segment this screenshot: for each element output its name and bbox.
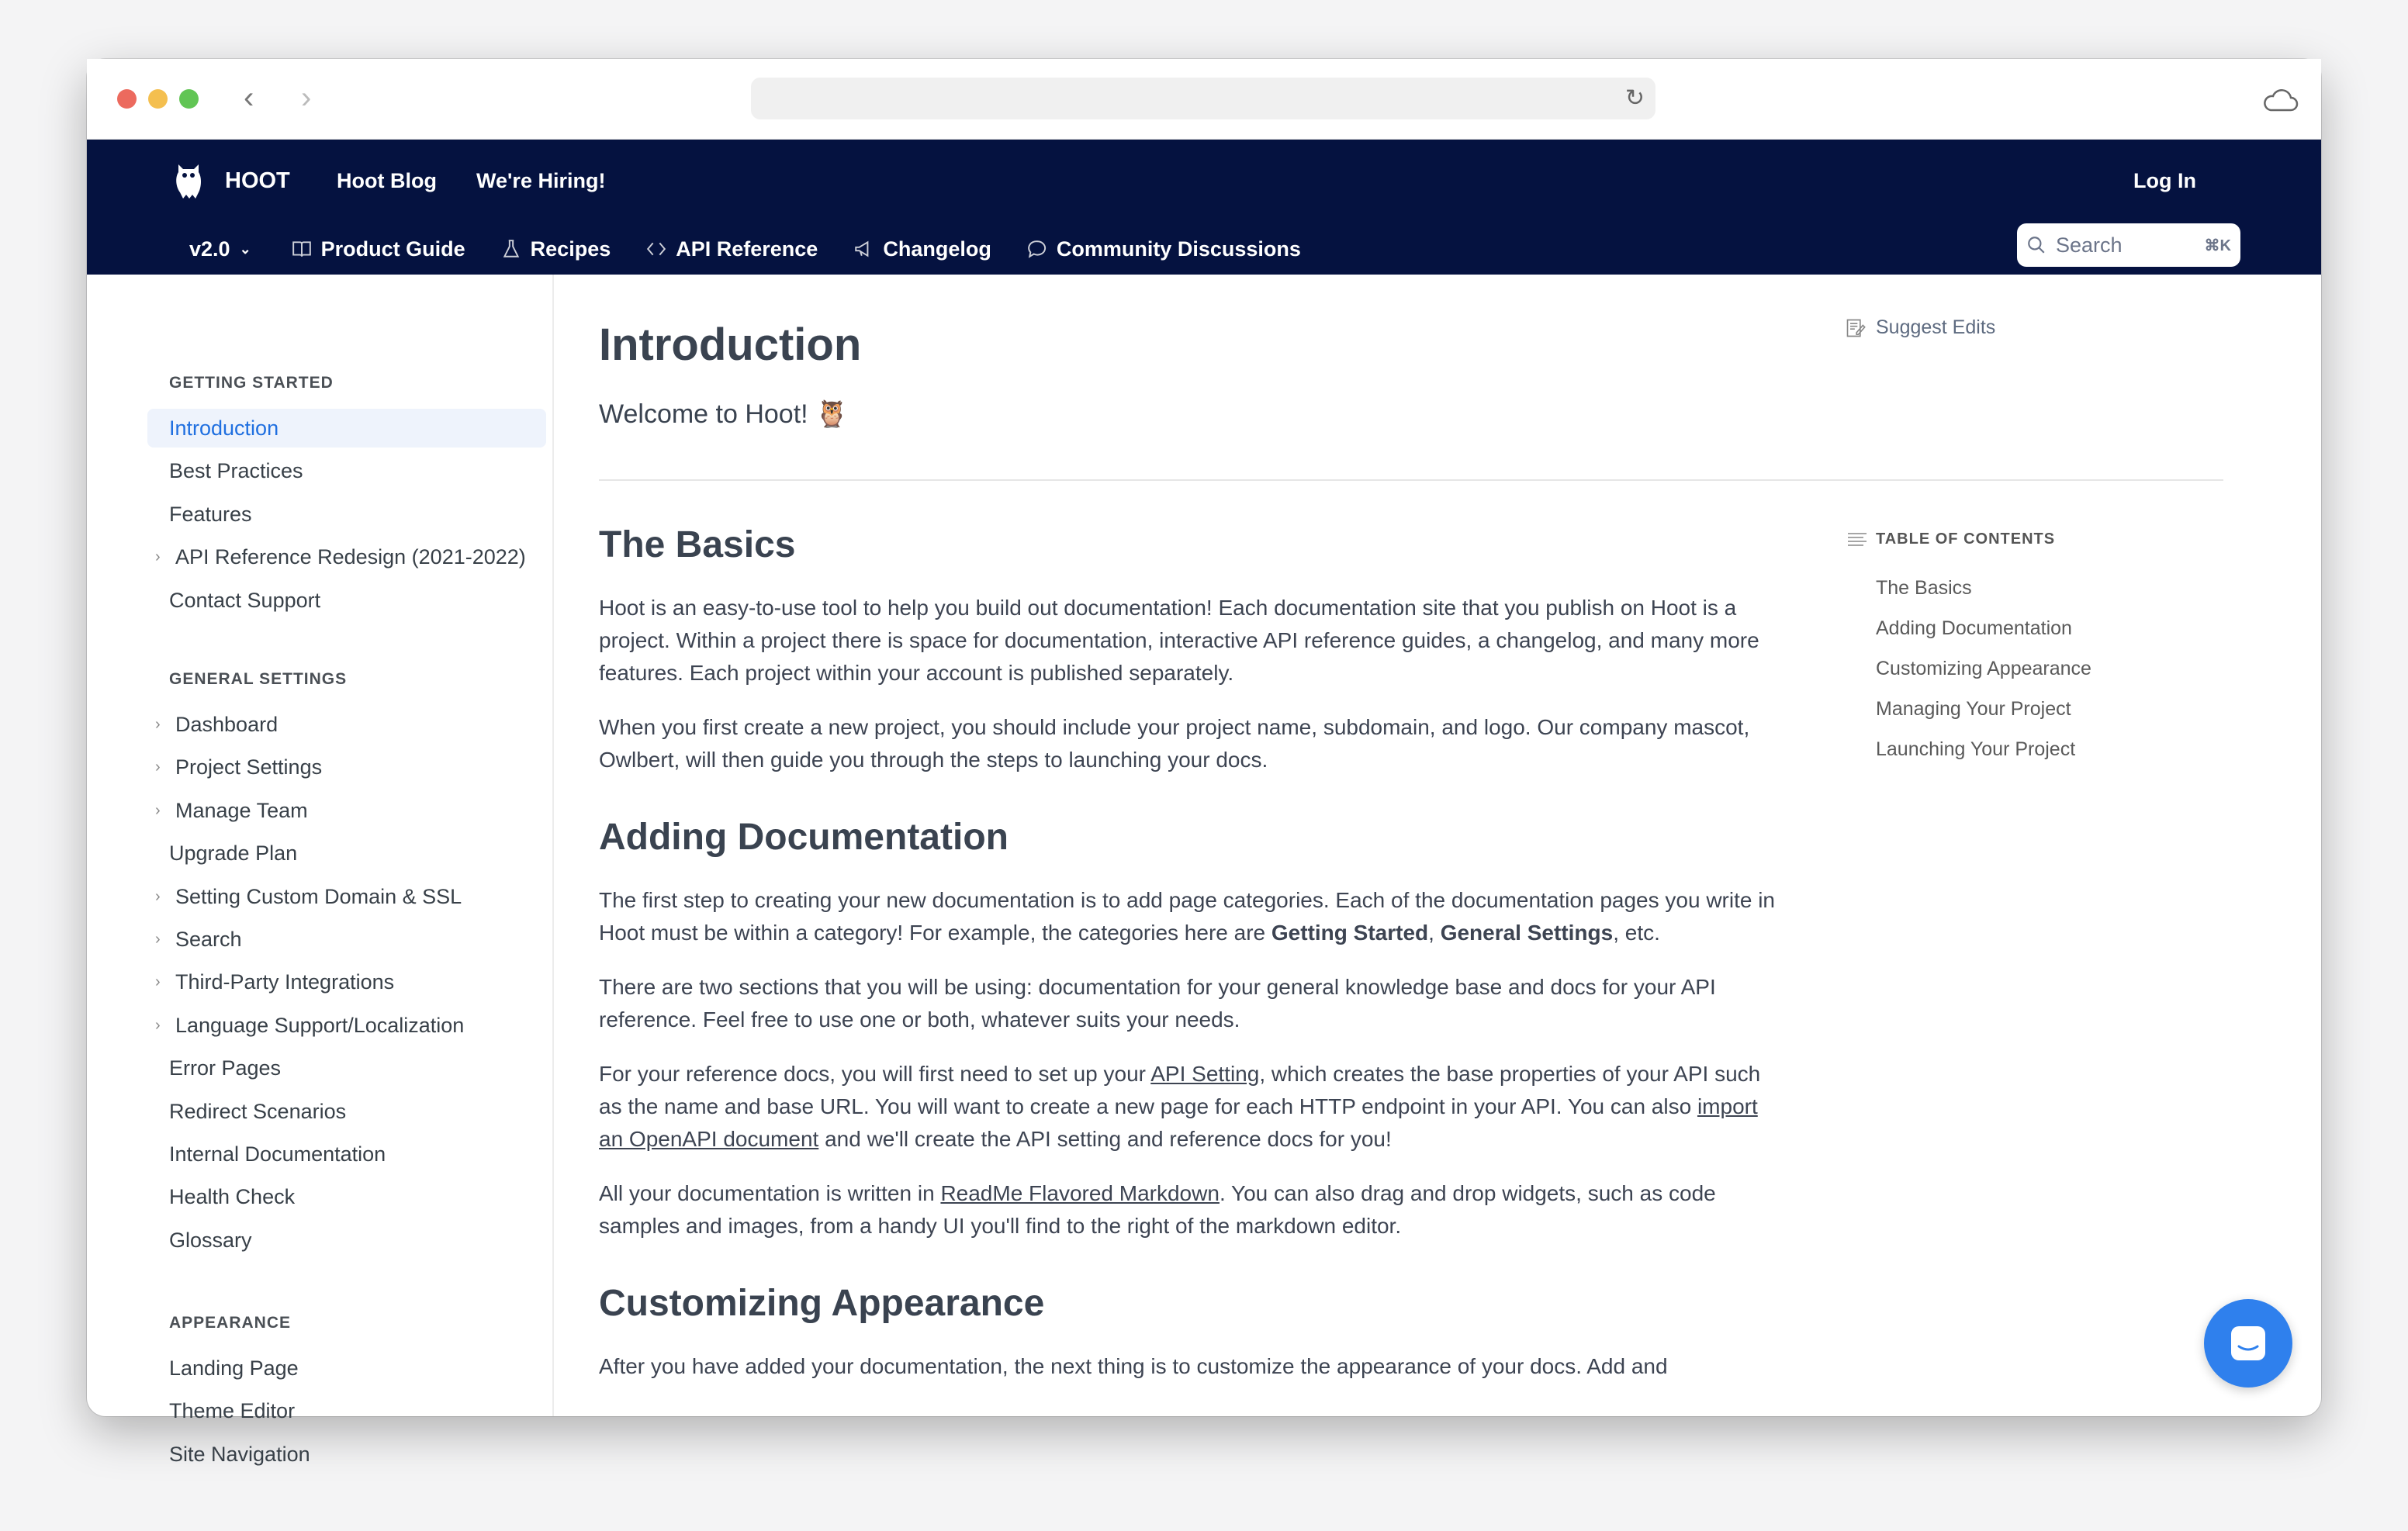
nav-label: Recipes <box>530 237 611 261</box>
browser-titlebar <box>87 59 2321 140</box>
back-button[interactable]: ‹ <box>244 81 254 115</box>
nav-recipes[interactable] <box>501 237 611 261</box>
book-icon <box>292 239 312 259</box>
login-link[interactable]: Log In <box>2133 168 2196 192</box>
sidebar-item[interactable] <box>147 409 546 448</box>
chevron-down-icon: ⌄ <box>239 240 251 257</box>
toc-heading: TABLE OF CONTENTS <box>1848 530 2055 548</box>
nav-changelog[interactable] <box>853 237 991 261</box>
sidebar-item[interactable] <box>147 834 546 873</box>
code-icon <box>646 239 666 259</box>
heading-the-basics: The Basics <box>599 524 796 565</box>
sidebar-item-label: Features <box>169 502 252 526</box>
chevron-right-icon[interactable]: › <box>155 548 161 566</box>
version-label: v2.0 <box>189 237 230 261</box>
sidebar-section-heading: GETTING STARTED <box>169 374 334 392</box>
sidebar-item[interactable] <box>147 1092 546 1131</box>
hiring-link[interactable]: We're Hiring! <box>476 168 606 192</box>
sidebar-item[interactable] <box>147 1006 546 1045</box>
sidebar-item[interactable] <box>147 1221 546 1260</box>
toc-item[interactable]: Managing Your Project <box>1876 698 2071 720</box>
chat-icon <box>2226 1322 2270 1365</box>
toc-item[interactable]: Launching Your Project <box>1876 738 2076 760</box>
chevron-right-icon[interactable]: › <box>155 716 161 733</box>
sidebar-item[interactable] <box>147 451 546 490</box>
toc-item[interactable]: Customizing Appearance <box>1876 658 2091 679</box>
nav-label: API Reference <box>676 237 818 261</box>
owl-logo-icon <box>174 161 203 200</box>
forward-button[interactable]: › <box>301 81 312 115</box>
sidebar-item[interactable] <box>147 581 546 620</box>
sidebar-item-label: Error Pages <box>169 1056 282 1080</box>
sidebar-item[interactable] <box>147 537 546 576</box>
sidebar-item-label: Third-Party Integrations <box>175 970 395 994</box>
sidebar-item-label: Project Settings <box>175 755 323 779</box>
sidebar-item-label: Theme Editor <box>169 1399 296 1423</box>
sidebar-item[interactable] <box>147 791 546 830</box>
logo-text[interactable]: HOOT <box>225 168 290 193</box>
nav-label: Changelog <box>883 237 991 261</box>
sidebar-item-label: Search <box>175 928 242 951</box>
paragraph: There are two sections that you will be using: documentation for your general knowledge base and docs for your API reference. Feel free to use one or both, whatever suits your needs. <box>599 975 1716 1032</box>
page-subtitle: Welcome to Hoot! 🦉 <box>599 399 849 429</box>
api-setting-link[interactable]: API Setting <box>1150 1062 1260 1086</box>
sidebar-item[interactable] <box>147 495 546 534</box>
sidebar-item[interactable] <box>147 1177 546 1216</box>
sidebar-item[interactable] <box>147 748 546 786</box>
browser-window <box>87 59 2321 1466</box>
sidebar-item-label: Site Navigation <box>169 1442 310 1466</box>
hoot-blog-link[interactable]: Hoot Blog <box>337 168 437 192</box>
search-input[interactable] <box>2017 223 2240 267</box>
chat-bubble-icon <box>1027 239 1047 259</box>
sidebar-item-label: Landing Page <box>169 1356 299 1380</box>
version-select[interactable] <box>189 237 251 261</box>
site-header <box>87 140 2321 275</box>
sidebar-item-label: Best Practices <box>169 459 303 483</box>
nav-product-guide[interactable] <box>292 237 465 261</box>
sidebar-section-heading: GENERAL SETTINGS <box>169 670 348 688</box>
search-shortcut: ⌘K <box>2204 237 2231 254</box>
sidebar-item-label: Redirect Scenarios <box>169 1099 347 1123</box>
toc-item[interactable]: Adding Documentation <box>1876 617 2072 639</box>
sidebar-item-label: API Reference Redesign (2021-2022) <box>175 545 526 569</box>
sidebar-item[interactable] <box>147 1391 546 1430</box>
sidebar-section-heading: APPEARANCE <box>169 1314 292 1332</box>
sidebar-item-label: Glossary <box>169 1228 252 1252</box>
close-window-button[interactable] <box>117 89 137 109</box>
sidebar-item-label: Upgrade Plan <box>169 842 298 866</box>
list-icon <box>1848 532 1867 548</box>
sidebar-item-label: Internal Documentation <box>169 1142 386 1166</box>
import-openapi-link[interactable]: import an OpenAPI document <box>599 1094 1758 1151</box>
paragraph: The first step to creating your new documentation is to add page categories. Each of the documentation pages you write in Hoot must be within a category! For example, the categories here are Getting Started, General Settings, etc. <box>599 888 1776 945</box>
chat-widget-button[interactable] <box>2204 1299 2292 1388</box>
sidebar-item-label: Dashboard <box>175 713 279 736</box>
sidebar-item[interactable] <box>147 1135 546 1173</box>
sidebar-item-label: Introduction <box>169 416 279 440</box>
nav-community-discussions[interactable] <box>1027 237 1301 261</box>
chevron-right-icon[interactable]: › <box>155 801 161 819</box>
sidebar-item-label: Contact Support <box>169 588 321 612</box>
sidebar-item-label: Manage Team <box>175 798 308 822</box>
chevron-right-icon[interactable]: › <box>155 1016 161 1034</box>
nav-api-reference[interactable] <box>646 237 818 261</box>
edit-icon <box>1845 317 1867 339</box>
sidebar-item[interactable] <box>147 962 546 1001</box>
chevron-right-icon[interactable]: › <box>155 973 161 991</box>
address-bar[interactable] <box>751 78 1656 119</box>
sidebar-item[interactable] <box>147 1349 546 1388</box>
sidebar-item[interactable] <box>147 877 546 916</box>
sidebar-item[interactable] <box>147 1435 546 1474</box>
chevron-right-icon[interactable]: › <box>155 887 161 905</box>
paragraph: For your reference docs, you will first need to set up your API Setting, which creates the base properties of your API such as the name and base URL. You will want to create a new page for each HTTP endpoint in your API. You can also import an OpenAPI document and we'll create the API setting and reference docs for you! <box>599 1062 1761 1151</box>
sidebar-item-label: Setting Custom Domain & SSL <box>175 884 462 908</box>
page-title: Introduction <box>599 320 862 370</box>
search-placeholder: Search <box>2056 233 2123 257</box>
article-body <box>599 522 1786 1405</box>
suggest-edits-button[interactable]: Suggest Edits <box>1845 316 1995 339</box>
sidebar-item[interactable] <box>147 1049 546 1087</box>
nav-label: Product Guide <box>320 237 465 261</box>
toc-item[interactable]: The Basics <box>1876 577 1972 599</box>
sidebar-item[interactable] <box>147 920 546 959</box>
markdown-link[interactable]: ReadMe Flavored Markdown <box>940 1181 1220 1205</box>
search-icon <box>2026 235 2046 255</box>
sidebar <box>87 275 554 1466</box>
nav-label: Community Discussions <box>1056 237 1301 261</box>
minimize-window-button[interactable] <box>148 89 168 109</box>
divider <box>599 479 2223 481</box>
sidebar-item-label: Health Check <box>169 1185 296 1209</box>
sidebar-item[interactable] <box>147 705 546 744</box>
paragraph: After you have added your documentation, the next thing is to customize the appearance of your docs. Add and <box>599 1354 1668 1378</box>
cloud-icon[interactable] <box>2261 85 2299 113</box>
paragraph: All your documentation is written in ReadMe Flavored Markdown. You can also drag and drop widgets, such as code samples and images, from a handy UI you'll find to the right of the markdown editor. <box>599 1181 1716 1238</box>
sidebar-item-label: Language Support/Localization <box>175 1013 465 1037</box>
paragraph: Hoot is an easy-to-use tool to help you build out documentation! Each documentation site that you publish on Hoot is a project. Within a project there is space for documentation, interactive API reference guides, a changelog, and many more features. Each project within your account is published separately. <box>599 596 1759 685</box>
zoom-window-button[interactable] <box>179 89 199 109</box>
reload-icon[interactable]: ↻ <box>1624 85 1645 111</box>
heading-customizing-appearance: Customizing Appearance <box>599 1283 1045 1324</box>
paragraph: When you first create a new project, you should include your project name, subdomain, and logo. Our company mascot, Owlbert, will then guide you through the steps to launching your docs. <box>599 715 1750 772</box>
heading-adding-documentation: Adding Documentation <box>599 817 1009 858</box>
chevron-right-icon[interactable]: › <box>155 931 161 948</box>
chevron-right-icon[interactable]: › <box>155 759 161 776</box>
flask-icon <box>501 239 521 259</box>
megaphone-icon <box>853 239 874 259</box>
